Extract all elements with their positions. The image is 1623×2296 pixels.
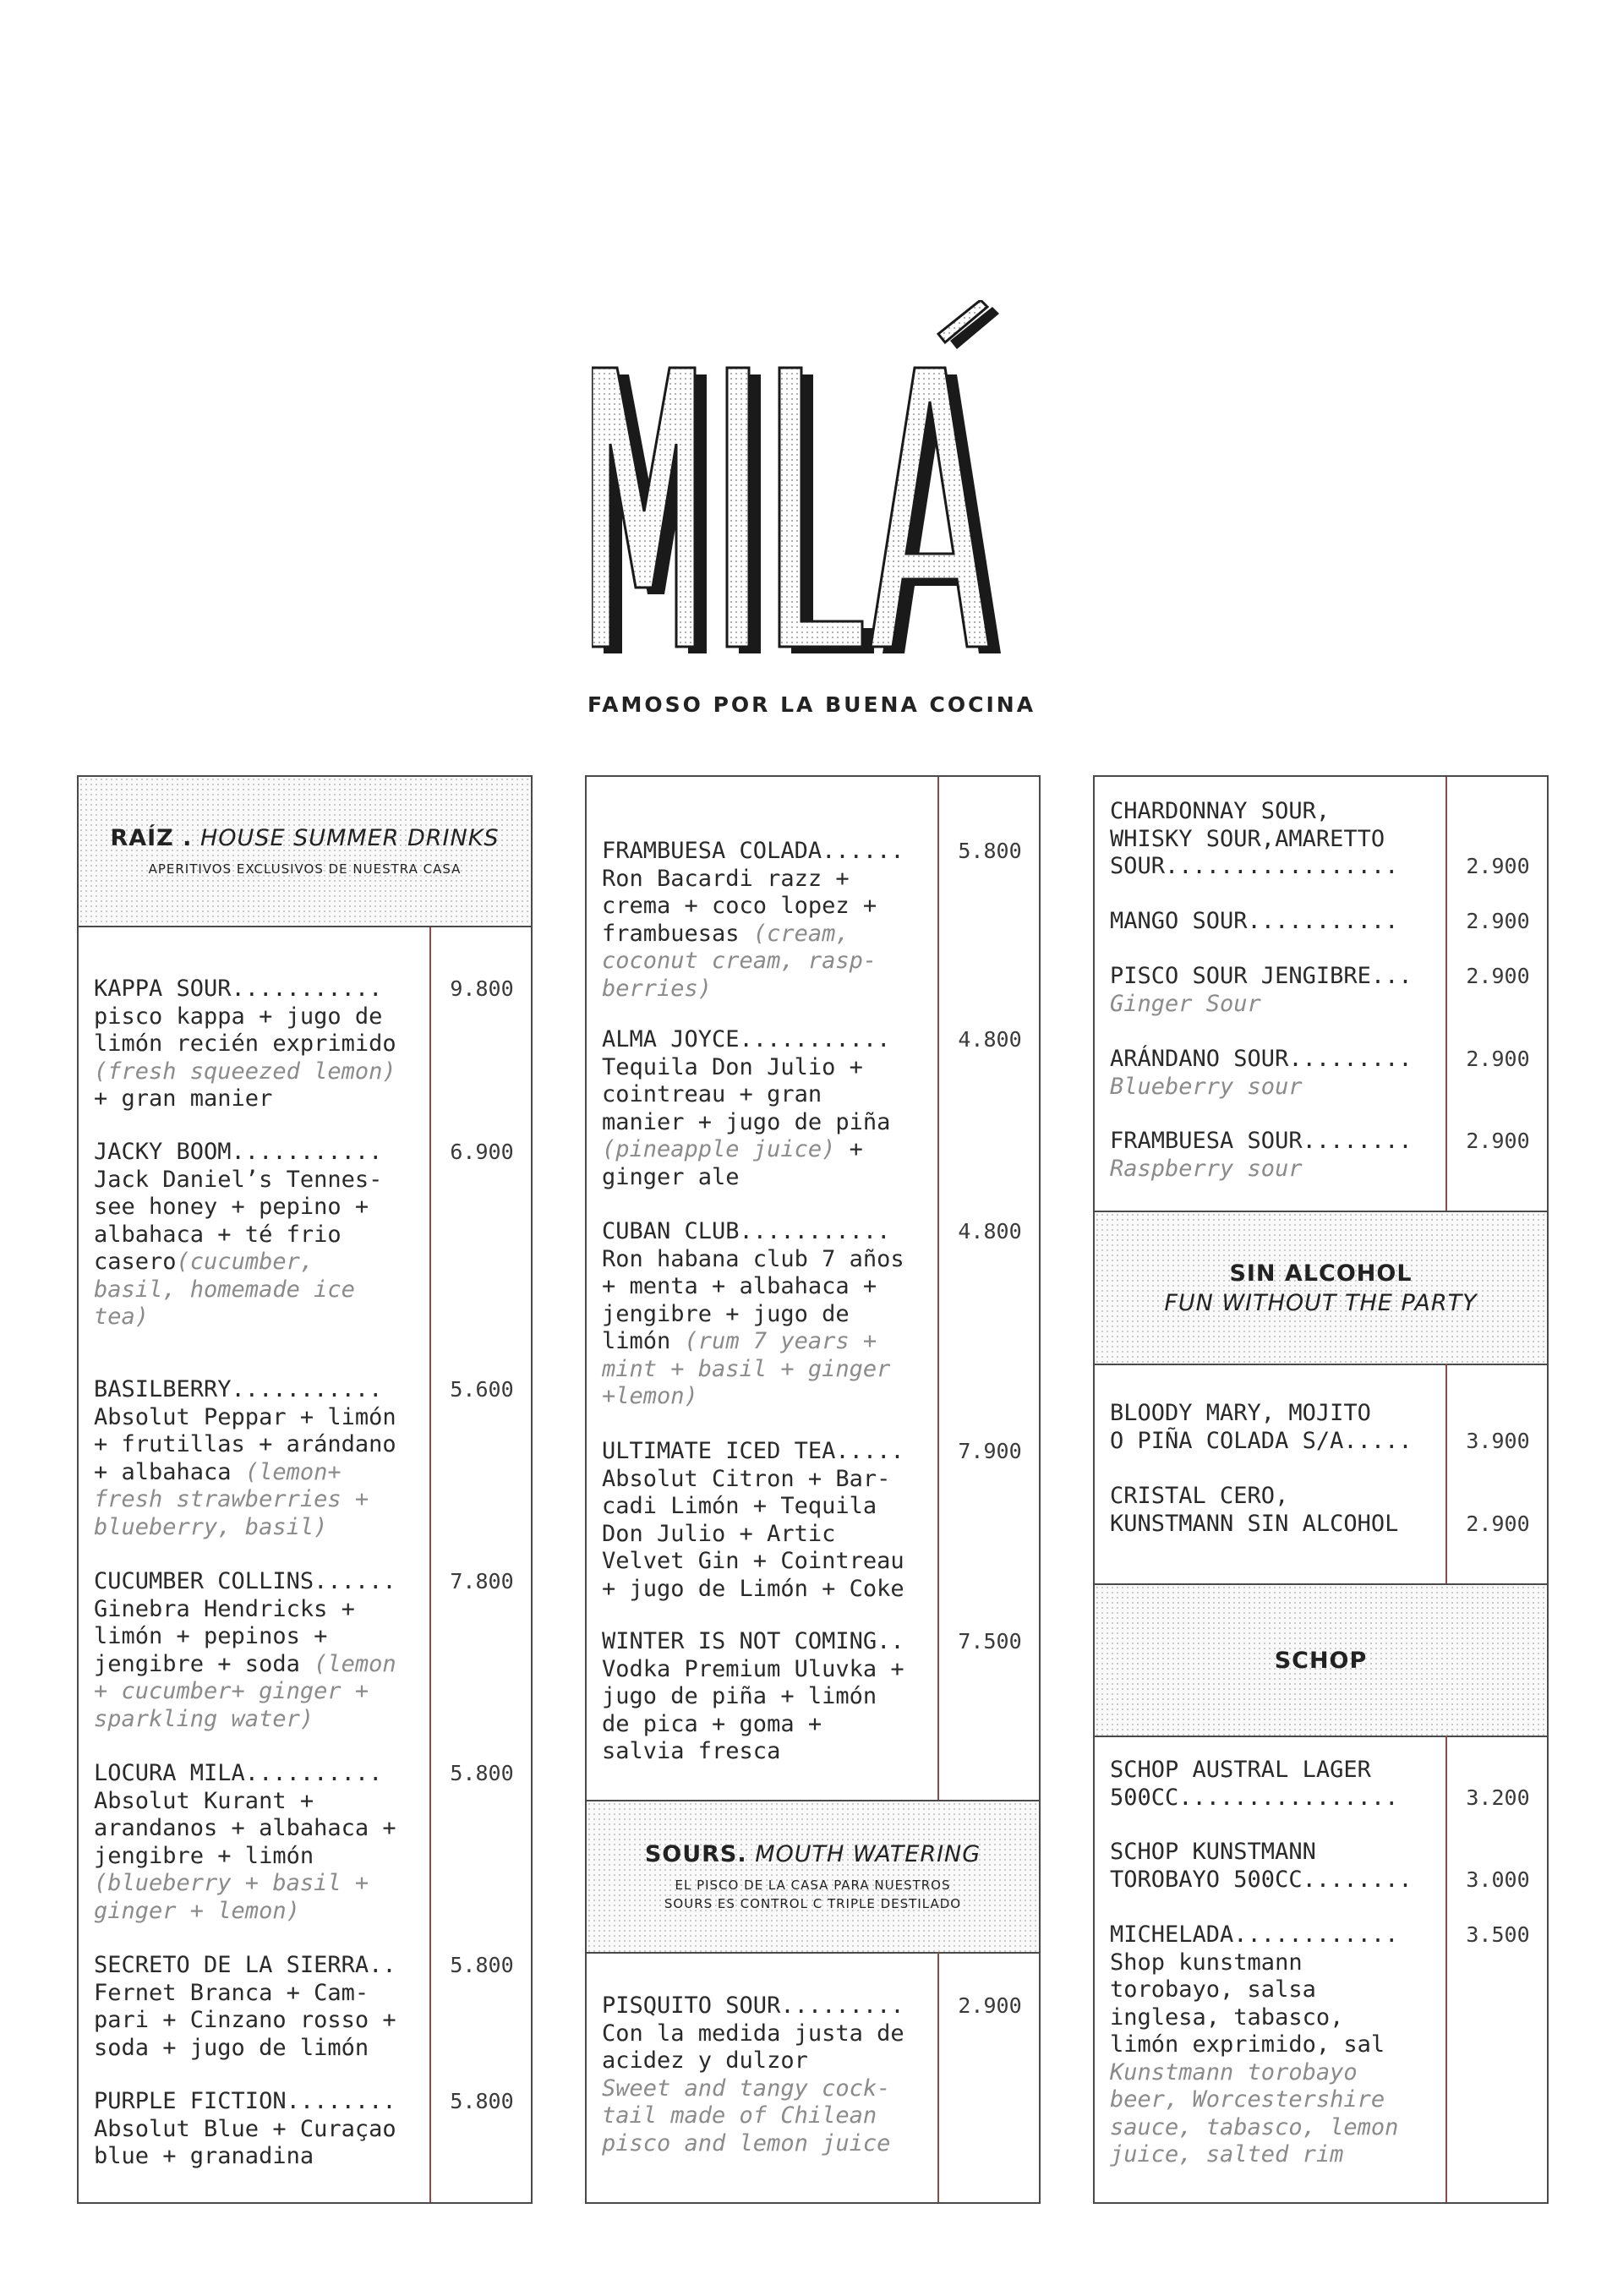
drink-description-english: (fresh squeezed lemon)	[94, 1058, 396, 1085]
drink-name: PURPLE FICTION........	[94, 2088, 396, 2114]
section-subtitle: EL PISCO DE LA CASA PARA NUESTROS SOURS ES CONTROL C TRIPLE DESTILADO	[664, 1877, 962, 1911]
drink-name: SCHOP AUSTRAL LAGER 500CC................	[1110, 1757, 1399, 1811]
drink-price: 2.900	[1466, 854, 1530, 878]
drink-description	[94, 1167, 419, 1331]
drink-description-text: Fernet Branca + Cam- pari + Cinzano rosso + soda + jugo de limón	[94, 1979, 396, 2061]
schop-list	[1095, 1736, 1547, 2202]
drink-description-english: (pineapple juice)	[602, 1136, 836, 1162]
drink-price: 4.800	[958, 1219, 1022, 1244]
drink-name: FRAMBUESA COLADA......	[602, 838, 904, 864]
section-title	[1229, 1260, 1412, 1287]
drink-name: BASILBERRY...........	[94, 1376, 383, 1402]
drink-price: 7.500	[958, 1629, 1022, 1654]
drink-description-english: (blueberry + basil + ginger + lemon)	[94, 1870, 369, 1924]
drink-price: 3.000	[1466, 1867, 1530, 1892]
drink-item	[94, 1139, 419, 1331]
divider-line	[937, 777, 939, 1800]
drink-name: SCHOP KUNSTMANN TOROBAYO 500CC........	[1110, 1839, 1413, 1893]
drink-name: MANGO SOUR...........	[1110, 908, 1399, 934]
drink-item	[602, 1438, 927, 1603]
section-title-bold: SIN ALCOHOL	[1229, 1260, 1413, 1287]
drink-name: ALMA JOYCE...........	[602, 1026, 891, 1052]
drink-item	[602, 1993, 927, 2157]
drink-description-text: Ron habana club 7 años + menta + albahaca + jengibre + jugo de limón	[602, 1245, 904, 1354]
section-title-bold: SOURS.	[644, 1840, 747, 1867]
section-header-sours	[587, 1800, 1039, 1954]
drink-description	[602, 1466, 927, 1604]
menu-column-cocktails	[585, 775, 1041, 2204]
drink-description-text: Absolut Peppar + limón + frutillas + arándano + albahaca	[94, 1403, 396, 1485]
section-header-raiz	[79, 777, 531, 927]
drink-price: 5.800	[450, 1761, 514, 1785]
tagline: FAMOSO POR LA BUENA COCINA	[587, 692, 1036, 717]
section-title	[645, 1841, 981, 1867]
drink-description	[94, 1980, 419, 2063]
drink-price: 7.800	[450, 1569, 514, 1594]
drink-price: 2.900	[1466, 909, 1530, 933]
section-header-sin-alcohol	[1095, 1211, 1547, 1365]
drink-price: 5.800	[450, 1953, 514, 1977]
drink-price: 5.600	[450, 1377, 514, 1402]
section-title	[1164, 1290, 1477, 1316]
drink-item	[94, 1376, 419, 1541]
drink-description-text: Jack Daniel’s Tennes- see honey + pepino + albahaca + té frio casero	[94, 1166, 383, 1275]
drink-name: LOCURA MILA..........	[94, 1760, 383, 1786]
drink-item	[602, 838, 927, 1003]
section-title-italic: MOUTH WATERING	[755, 1840, 981, 1867]
drink-price: 2.900	[1466, 964, 1530, 988]
drink-name: WINTER IS NOT COMING..	[602, 1628, 904, 1654]
section-title	[1275, 1648, 1368, 1674]
drink-name: KAPPA SOUR...........	[94, 976, 383, 1002]
divider-line	[429, 927, 431, 2202]
menu-column-raiz	[77, 775, 533, 2204]
drink-description-text: Ron Bacardi razz + crema + coco lopez + frambuesas	[602, 865, 877, 947]
drink-price: 3.900	[1466, 1428, 1530, 1453]
drink-price: 9.800	[450, 976, 514, 1001]
drink-item	[1110, 963, 1435, 1018]
drink-item	[602, 1628, 927, 1766]
drink-name: JACKY BOOM...........	[94, 1139, 383, 1165]
drink-description-text: pisco kappa + jugo de limón recién exprimido	[94, 1003, 396, 1057]
section-subtitle: APERITIVOS EXCLUSIVOS DE NUESTRA CASA	[148, 861, 462, 877]
drink-item	[602, 1218, 927, 1411]
drink-description	[94, 1596, 419, 1734]
drink-description	[602, 866, 927, 1003]
drink-price: 3.500	[1466, 1922, 1530, 1947]
drink-description	[94, 2116, 419, 2171]
drink-price: 2.900	[1466, 1047, 1530, 1071]
drink-description	[94, 1003, 419, 1113]
brand-logo	[592, 300, 1048, 664]
drink-item	[1110, 908, 1435, 936]
drink-description	[1110, 991, 1435, 1019]
drink-name: FRAMBUESA SOUR........	[1110, 1128, 1413, 1154]
drink-description-english: Raspberry sour	[1110, 1155, 1303, 1182]
menu-column-sours-schop	[1093, 775, 1549, 2204]
drink-description-english: (rum 7 years + mint + basil + ginger +lemon)	[602, 1328, 891, 1409]
drink-description-text: Tequila Don Julio + cointreau + gran manier + jugo de piña	[602, 1053, 891, 1135]
section-title-bold: RAÍZ .	[110, 824, 193, 851]
drink-item	[94, 2088, 419, 2171]
drink-description-text: + gran manier	[94, 1085, 273, 1112]
drink-price: 2.900	[958, 1993, 1022, 2018]
drink-description-english: Sweet and tangy cock- tail made of Chilean pisco and lemon juice	[602, 2075, 891, 2157]
sours-list	[587, 1952, 1039, 2202]
drink-item	[1110, 798, 1435, 881]
drink-price: 5.800	[450, 2089, 514, 2113]
drink-description-english: (lemon+ fresh strawberries + blueberry, basil)	[94, 1458, 369, 1540]
drink-description-text: Con la medida justa de acidez y dulzor	[602, 2020, 904, 2074]
drink-item	[1110, 1757, 1435, 1812]
drink-list	[587, 777, 1039, 1800]
drink-description	[602, 1246, 927, 1411]
drink-item	[94, 976, 419, 1113]
drink-description-english: (cream, coconut cream, rasp- berries)	[602, 920, 877, 1002]
drink-price: 5.800	[958, 839, 1022, 863]
drink-name: CHARDONNAY SOUR, WHISKY SOUR,AMARETTO SOUR.................	[1110, 798, 1399, 879]
drink-item	[94, 1760, 419, 1925]
drink-description-english: (lemon + cucumber+ ginger + sparkling water)	[94, 1650, 396, 1732]
section-title	[110, 825, 499, 851]
drink-item	[1110, 1922, 1435, 2169]
drink-price: 6.900	[450, 1140, 514, 1164]
drink-description	[1110, 1949, 1435, 2169]
drink-description-text: Shop kunstmann torobayo, salsa inglesa, tabasco, limón exprimido, sal	[1110, 1949, 1385, 2058]
divider-line	[1445, 1736, 1447, 2202]
drink-item	[1110, 1400, 1435, 1455]
drink-item	[1110, 1046, 1435, 1101]
section-header-schop	[1095, 1583, 1547, 1737]
divider-line	[937, 1952, 939, 2202]
drink-name: CRISTAL CERO, KUNSTMANN SIN ALCOHOL	[1110, 1483, 1399, 1537]
drink-name: ULTIMATE ICED TEA.....	[602, 1438, 904, 1464]
drink-name: CUCUMBER COLLINS......	[94, 1568, 396, 1594]
drink-price: 7.900	[958, 1439, 1022, 1463]
drink-name: CUBAN CLUB...........	[602, 1218, 891, 1244]
drink-list	[79, 927, 531, 2202]
drink-description	[1110, 1156, 1435, 1184]
section-title-bold: SCHOP	[1274, 1647, 1368, 1674]
drink-description-text: Absolut Kurant + arandanos + albahaca + jengibre + limón	[94, 1787, 396, 1869]
drink-description-text: Vodka Premium Uluvka + jugo de piña + limón de pica + goma + salvia fresca	[602, 1655, 904, 1764]
drink-item	[1110, 1128, 1435, 1183]
drink-price: 2.900	[1466, 1129, 1530, 1153]
drink-item	[94, 1952, 419, 2062]
drink-description-text: Absolut Citron + Bar- cadi Limón + Tequila Don Julio + Artic Velvet Gin + Cointreau + jugo de Limón + Coke	[602, 1465, 904, 1602]
divider-line	[1445, 1364, 1447, 1585]
drink-name: SECRETO DE LA SIERRA..	[94, 1952, 396, 1978]
drink-description-english: Blueberry sour	[1110, 1073, 1303, 1100]
drink-description	[94, 1404, 419, 1542]
drink-name: BLOODY MARY, MOJITO O PIÑA COLADA S/A.....	[1110, 1400, 1413, 1454]
section-title-italic: HOUSE SUMMER DRINKS	[200, 824, 500, 851]
drink-description-english: (cucumber, basil, homemade ice tea)	[94, 1249, 355, 1330]
drink-name: PISQUITO SOUR.........	[602, 1993, 904, 2019]
drink-description	[602, 1656, 927, 1766]
drink-description	[602, 1054, 927, 1192]
divider-line	[1445, 777, 1447, 1212]
drink-price: 2.900	[1466, 1511, 1530, 1536]
drink-item	[94, 1568, 419, 1733]
drink-description-english: Kunstmann torobayo beer, Worcestershire sauce, tabasco, lemon juice, salted rim	[1110, 2058, 1399, 2168]
sours-list	[1095, 777, 1547, 1212]
drink-description	[94, 1788, 419, 1926]
drink-name: ARÁNDANO SOUR.........	[1110, 1046, 1413, 1072]
drink-description-text: Ginebra Hendricks + limón + pepinos + jengibre + soda	[94, 1595, 355, 1677]
drink-price: 3.200	[1466, 1785, 1530, 1810]
drink-description-text: Absolut Blue + Curaçao blue + granadina	[94, 2115, 396, 2169]
drink-item	[602, 1026, 927, 1191]
drink-name: PISCO SOUR JENGIBRE...	[1110, 963, 1413, 989]
drink-item	[1110, 1483, 1435, 1538]
drink-item	[1110, 1839, 1435, 1894]
drink-name: MICHELADA............	[1110, 1922, 1399, 1948]
drink-description	[602, 2020, 927, 2158]
drink-description-text: + ginger ale	[602, 1136, 863, 1190]
drink-price: 4.800	[958, 1027, 1022, 1052]
drink-description-english: Ginger Sour	[1110, 990, 1261, 1017]
drink-description	[1110, 1074, 1435, 1102]
section-title-italic: FUN WITHOUT THE PARTY	[1164, 1289, 1478, 1316]
sin-alcohol-list	[1095, 1364, 1547, 1585]
